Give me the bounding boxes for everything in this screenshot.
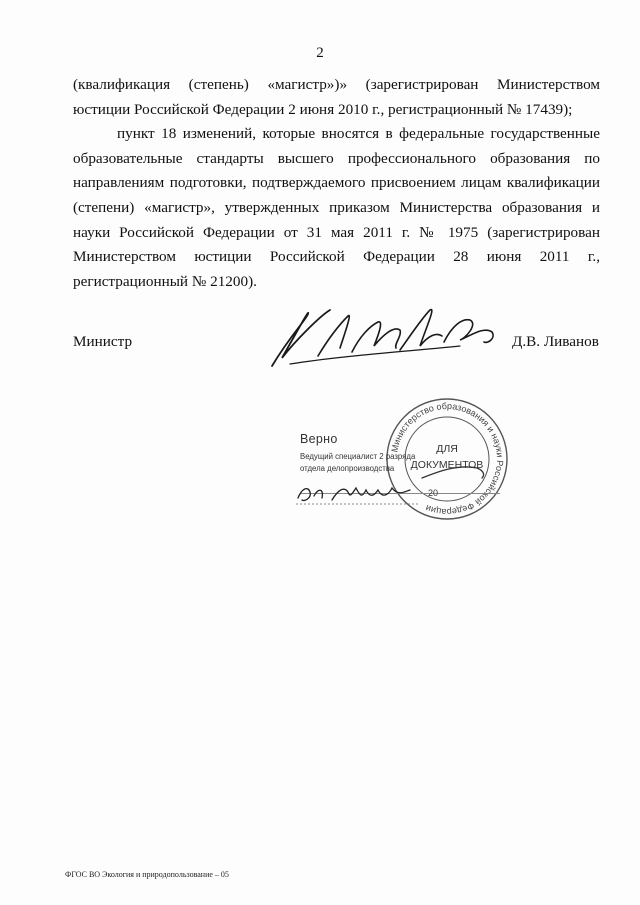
paragraph-2: пункт 18 изменений, которые вносятся в федеральные государственные образовательные стандарты высшего профессионального образования по направлениям подготовки, подтверждаемого присвоением лицам квалификации (степени) «магистр», утвержденных приказом Министерства образования и науки Российской Федерации от 31 мая 2011 г. № 1975 (зарегистрирован Министерством юстиции Российской Федерации 28 июня 2011 г., регистрационный № 21200).	[73, 125, 600, 290]
minister-name: Д.В. Ливанов	[512, 333, 599, 350]
document-body	[73, 73, 600, 294]
minister-signature	[260, 296, 520, 376]
page-number: 2	[316, 45, 324, 61]
verification-department: отдела делопроизводства	[300, 464, 395, 473]
handwritten-date	[292, 470, 432, 510]
document-footer: ФГОС ВО Экология и природопользование – 05	[65, 870, 229, 879]
verification-position: Ведущий специалист 2 разряда	[300, 452, 416, 461]
stamp-center-top: ДЛЯ	[436, 443, 458, 455]
minister-title: Министр	[73, 333, 133, 350]
stamp-center-bottom: ДОКУМЕНТОВ	[410, 459, 484, 471]
verification-title: Верно	[300, 432, 338, 446]
paragraph-1: (квалификация (степень) «магистр»)» (зарегистрирован Министерством юстиции Российской Федерации 2 июня 2010 г., регистрационный № 17439);	[73, 76, 600, 118]
stamp-ring-text: Министерство образования и науки Российской Федерации	[389, 400, 506, 518]
verification-year: 20	[428, 488, 439, 498]
